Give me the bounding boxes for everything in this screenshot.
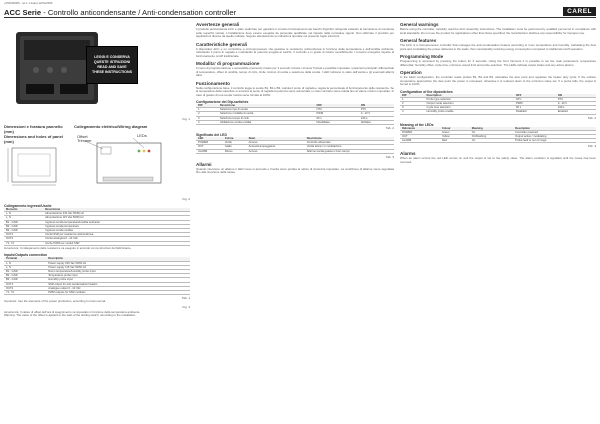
table-cell: On xyxy=(470,130,513,134)
table-cell: Output mode selection xyxy=(425,101,514,105)
text-programmazione: Il menu di programmazione e accessibile premendo il tasto per 3 secondi; tramite i trimmer frontali e possibile impostare i parametri principali: differenziale di temperatura, offset di umidita, tempo di ciclo, limite minimo di uscita e selezione della sonda. I LED indicano lo stato dell'uscita e gli eventuali allarmi attivi. xyxy=(196,66,394,77)
bottom-warning-en: Warning: The value of the offset is applied to the start of the antifog switch, according to the installation. xyxy=(4,313,137,318)
column-english xyxy=(400,22,596,418)
table-header-cell: Descrizione xyxy=(218,104,315,108)
dip-table-title-en: Configuration of the dipswitches xyxy=(400,89,453,94)
offset-label: Offset xyxy=(77,134,88,139)
text-general-features: The ACC is a microprocessor controller that manages the anti-condensation heaters according to room temperature and humidity, calculating the dew point and modulating the power delivered to the loads, thus considerably reducing energy consumption compared to traditional on/off operation. xyxy=(400,43,596,51)
table-cell: OUT2 xyxy=(4,237,43,241)
table-cell: Analogue output 0...10 Vdc xyxy=(46,286,190,290)
dimensions-caption-en: Dimensions and holes of panel (mm) xyxy=(4,134,63,144)
table-cell: B1 - GND xyxy=(4,220,43,224)
table-header-cell: Descrizione xyxy=(43,208,190,212)
table-row xyxy=(196,120,394,124)
table-cell: NTC xyxy=(315,108,359,112)
table-header-cell: Descrizione xyxy=(305,137,394,141)
dimensions-caption-it: Dimensioni e foratura pannello (mm) xyxy=(4,124,63,134)
table-cell: Uscita analogica 0...10 Vdc xyxy=(43,237,190,241)
table-header-cell: OFF xyxy=(315,104,359,108)
table-cell: 4 xyxy=(196,120,218,124)
table-row xyxy=(4,290,190,294)
table-cell: Alimentazione 230 Vac 50/60 Hz xyxy=(43,212,190,216)
leds-label: LEDs xyxy=(137,133,147,138)
bottom-warning-it: Avvertenza: Il valore di offset dell'ora di spegnimento va impostato in funzione della temperatura ambiente. xyxy=(4,309,141,314)
table-cell: Output active / modulating xyxy=(513,134,596,138)
table-cell: PWM xyxy=(514,101,556,105)
product-photo xyxy=(10,22,134,116)
dimension-and-wiring-row xyxy=(4,124,190,196)
table-header-cell: Meaning xyxy=(470,127,513,131)
table-cell: Ingresso sonda temperatura xyxy=(43,224,190,228)
table-header-cell: Stato xyxy=(247,137,305,141)
text-caratteristiche: Il dispositivo ACC e un controllore a microprocessore che gestisce le resistenze anticondensa in funzione della temperatura e dell'umidita ambiente, calcolando il punto di rugiada e modulando la potenza erogata ai carichi. Il controllo e in grado di ridurre sensibilmente i consumi energetici rispetto al funzionamento on/off tradizionale. xyxy=(196,46,394,58)
table-cell: Ingresso sonda umidita xyxy=(43,229,190,233)
table-cell: Green xyxy=(440,130,470,134)
table-cell: 0...10 V xyxy=(359,112,394,116)
table-cell: B1 - GND xyxy=(4,269,46,273)
heading-alarms: Alarms xyxy=(400,151,416,157)
table-cell: OUT1 xyxy=(4,233,43,237)
table-cell: 240 s xyxy=(359,116,394,120)
table-cell: Verde xyxy=(223,141,247,145)
table-cell: Probe type selection xyxy=(425,97,514,101)
document-reference: +050000065 - rel 1.1 dated 12/04/2005 xyxy=(4,1,53,5)
io-table-it xyxy=(4,208,190,246)
text-avvertenze: Il prodotto anticondensa ACC e stato realizzato per garantire il corretto funzionamento dei banchi frigoriferi refrigerati evitando la formazione di condensa sulle superfici vetrate. L'installazione deve essere eseguita da personale qualificato nel rispetto delle normative vigenti. Non utilizzare il prodotto per applicazioni diverse da quelle indicate. Seguire attentamente le indicazioni riportate nel presente foglio istruzioni. xyxy=(196,27,394,38)
table-cell: Cycle time selection xyxy=(425,106,514,110)
table-cell: Y1, Y2 xyxy=(4,290,46,294)
dimension-drawing xyxy=(4,144,64,188)
table-cell: On xyxy=(470,139,513,143)
table-cell: Uscita SSR per resistenze anticondensa xyxy=(43,233,190,237)
heading-avvertenze: Avvertenze generali xyxy=(196,22,240,27)
io-table-title-it: Collegamento ingressi/Uscite xyxy=(4,204,52,208)
text-alarms: When an alarm occurs the red LED comes on and the output is set to the safety value. The alarm condition is signalled until the cause has been removed. xyxy=(400,156,596,164)
table-3-label-it: Tab. 3 xyxy=(385,154,394,159)
table-cell: POWER xyxy=(196,141,223,145)
heading-operation: Operation xyxy=(400,70,422,75)
table-cell: Rosso xyxy=(223,149,247,153)
heading-general-features: General features xyxy=(400,38,437,43)
table-header-cell: OFF xyxy=(514,94,556,98)
table-cell: Selezione tipo di sonda xyxy=(218,108,315,112)
wiring-caption: Collegamento elettrico/Wiring diagram xyxy=(74,124,148,129)
table-cell: Abilitazione sonda umidita xyxy=(218,120,315,124)
table-header-cell: Description xyxy=(513,127,596,131)
wiring-diagram xyxy=(74,129,190,191)
table-header-cell: LED xyxy=(196,137,223,141)
table-cell: Uscita attiva / in modulazione xyxy=(305,145,394,149)
dimension-block xyxy=(4,124,68,196)
table-cell: 240 s xyxy=(556,106,596,110)
table-cell: B3 - GND xyxy=(4,229,43,233)
dip-table-title-it: Configurazione dei Dip-switches xyxy=(196,100,249,104)
table-row xyxy=(400,139,596,143)
trimmer-label: Trimmer xyxy=(77,138,92,143)
table-cell: B3 - GND xyxy=(4,278,46,282)
io-table-en xyxy=(4,257,190,295)
table-header-cell: DIP xyxy=(196,104,218,108)
table-cell: Acceso/Lampeggiante xyxy=(247,145,305,149)
column-figures xyxy=(4,22,190,418)
card-line-2: QUESTE ISTRUZIONI xyxy=(93,60,131,64)
table-header-cell: Terminal xyxy=(4,257,46,261)
io-table-title-en: Inputs/Outputs connection xyxy=(4,253,48,258)
page-title xyxy=(4,8,236,17)
table-cell: OUT xyxy=(196,145,223,149)
led-table-title-en: Meaning of the LEDs xyxy=(400,122,434,127)
carel-logo: CAREL xyxy=(563,7,596,16)
table-row xyxy=(400,110,596,114)
led-table-title-it: Significato dei LED xyxy=(196,133,227,138)
wiring-block xyxy=(74,124,190,196)
text-general-warnings: Before using the controller, carefully read the ACC assembly instructions. The installation must be performed by qualified personnel in compliance with local standards. Do not use the product for applications other than those specified; the manufacturer declines any responsibility for improper use. xyxy=(400,27,596,35)
text-programming-mode: Programming is accessed by pressing the button for 3 seconds. Using the front trimmers it is possible to set the main parameters: temperature differential, humidity offset, cycle time, minimum output limit and probe selection. The LEDs indicate output status and any active alarms. xyxy=(400,59,596,67)
table-cell: Yellow xyxy=(440,134,470,138)
table-row xyxy=(196,149,394,153)
heading-programmazione: Modalita' di programmazione xyxy=(196,61,260,66)
column-italian xyxy=(196,22,394,418)
read-and-save-card xyxy=(86,46,138,84)
table-cell: Room temperature/humidity probe input xyxy=(46,269,190,273)
table-3-label-en: Tab. 3 xyxy=(587,144,596,149)
table-cell: Power supply 230 Vac 50/60 Hz xyxy=(46,261,190,265)
card-line-1: LEGGI E CONSERVA xyxy=(94,55,130,59)
dip-table-en xyxy=(400,94,596,115)
figure-2-label: Fig. 2 xyxy=(182,197,190,201)
table-cell: 60 s xyxy=(514,106,556,110)
table-cell: OUT2 xyxy=(4,286,46,290)
text-allarmi: Quando interviene un allarme il LED rosso si accende e l'uscita viene portata al valore di sicurezza impostato. La condizione di allarme viene segnalata fino alla rimozione della causa. xyxy=(196,166,394,175)
table-cell: L, N xyxy=(4,261,46,265)
table-cell: PWM outputs for SSR modules xyxy=(46,290,190,294)
figure-1-label: Fig. 1 xyxy=(182,117,190,121)
table-cell: Humidity probe input xyxy=(46,278,190,282)
table-cell: Uscite PWM per moduli SSR xyxy=(43,241,190,245)
table-cell: Y1, Y2 xyxy=(4,241,43,245)
table-2-label-en: Tab. 2 xyxy=(587,115,596,120)
table-cell: Enabled xyxy=(556,110,596,114)
text-funzionamento: Nella configurazione base, il controllo legge le sonde B1, B2 e B3, calcola il punto di rugiada e regola la percentuale di funzionamento delle resistenze. Se la temperatura della superficie si avvicina al punto di rugiada la potenza viene aumentata; in caso contrario viene ridotta fino al valore minimo impostato. In caso di guasto di una sonda l'uscita viene forzata al 100%. xyxy=(196,85,394,97)
table-cell: Alimentazione 115 Vac 50/60 Hz xyxy=(43,216,190,220)
dip-table-it xyxy=(196,104,394,125)
table-cell: Controllo alimentato xyxy=(305,141,394,145)
table-cell: ALARM xyxy=(196,149,223,153)
series-name: ACC Serie xyxy=(4,8,42,17)
text-operation: In the basic configuration, the controller reads probes B1, B2 and B3, calculates the dew point and regulates the heater duty cycle. If the surface temperature approaches the dew point the power is increased, otherwise it is reduced down to the minimum value set. If a probe fails, the output is forced to 100%. xyxy=(400,75,596,86)
table-cell: Allarme sonda guasta o fuori campo xyxy=(305,149,394,153)
title-italian: - Controllo anticondensante xyxy=(41,8,137,17)
table-cell: B2 - GND xyxy=(4,274,46,278)
heading-caratteristiche: Caratteristiche generali xyxy=(196,41,248,47)
table-1-label: Tab. 1 xyxy=(181,296,190,301)
table-cell: L, N xyxy=(4,265,46,269)
table-cell: Temperature probe input xyxy=(46,274,190,278)
table-cell: Disabilitata xyxy=(315,120,359,124)
table-cell: 1 xyxy=(400,97,425,101)
table-cell: 2 xyxy=(400,101,425,105)
table-header-cell: ON xyxy=(556,94,596,98)
led-table-en xyxy=(400,127,596,144)
table-cell: L, N xyxy=(4,216,43,220)
table-cell: 1 xyxy=(196,108,218,112)
table-cell: POWER xyxy=(400,130,440,134)
table-cell: Power supply 115 Vac 50/60 Hz xyxy=(46,265,190,269)
table-cell: 3 xyxy=(196,116,218,120)
table-header-cell: Description xyxy=(425,94,514,98)
heading-allarmi: Allarmi xyxy=(196,161,212,167)
table-cell: Humidity probe enable xyxy=(425,110,514,114)
table-cell: Acceso xyxy=(247,149,305,153)
table-cell: PTC xyxy=(556,97,596,101)
table-cell: Disabled xyxy=(514,110,556,114)
table-header-cell: Morsetto xyxy=(4,208,43,212)
table-header-cell: Colour xyxy=(440,127,470,131)
table-header-cell: ON xyxy=(359,104,394,108)
table-cell: Controller powered xyxy=(513,130,596,134)
table-cell: 0...10 V xyxy=(556,101,596,105)
figure-3-label: Fig. 3 xyxy=(182,304,190,309)
heading-general-warnings: General warnings xyxy=(400,22,439,27)
table-cell: Giallo xyxy=(223,145,247,149)
table-header-cell: Reference xyxy=(400,127,440,131)
table-cell: 3 xyxy=(400,106,425,110)
card-line-4: THESE INSTRUCTIONS xyxy=(92,70,132,74)
table-cell: OUT1 xyxy=(4,282,46,286)
table-cell: NTC xyxy=(514,97,556,101)
table-cell: Selezione modalita di uscita xyxy=(218,112,315,116)
table-cell: SSR output for anti-condensation heaters xyxy=(46,282,190,286)
table-cell: Selezione tempo di ciclo xyxy=(218,116,315,120)
table-cell: PWM xyxy=(315,112,359,116)
table-cell: OUT xyxy=(400,134,440,138)
table-cell: 60 s xyxy=(315,116,359,120)
table-cell: Ingresso sonda temperatura/umidita ambiente xyxy=(43,220,190,224)
table-cell: Red xyxy=(440,139,470,143)
table-cell: L, N xyxy=(4,212,43,216)
heading-funzionamento: Funzionamento xyxy=(196,80,230,86)
table-2-label-it: Tab. 2 xyxy=(385,126,394,131)
title-bar xyxy=(4,6,596,18)
title-english: / Anti-condensation controller xyxy=(136,8,237,17)
table-cell: Acceso xyxy=(247,141,305,145)
card-line-3: READ AND SAVE xyxy=(97,65,127,69)
table-header-cell: Colore xyxy=(223,137,247,141)
table-header-cell: DIP xyxy=(400,94,425,98)
table-cell: Abilitata xyxy=(359,120,394,124)
table-row xyxy=(4,241,190,245)
heading-programming-mode: Programming Mode xyxy=(400,54,444,59)
important-note-en: Important: Use the elements of the power production, according to local normal. xyxy=(4,299,106,304)
table-cell: B2 - GND xyxy=(4,224,43,228)
table-cell: 2 xyxy=(196,112,218,116)
table-header-cell: Description xyxy=(46,257,190,261)
table-cell: PTC xyxy=(359,108,394,112)
table-cell: ALARM xyxy=(400,139,440,143)
warning-note-it: Avvertenze: Il collegamento delle resistenze va eseguito in accordo con le istruzioni del fabbricante. xyxy=(4,245,132,250)
table-cell: Probe fault or out of range xyxy=(513,139,596,143)
led-table-it xyxy=(196,137,394,154)
table-cell: On/Flashing xyxy=(470,134,513,138)
table-cell: 4 xyxy=(400,110,425,114)
